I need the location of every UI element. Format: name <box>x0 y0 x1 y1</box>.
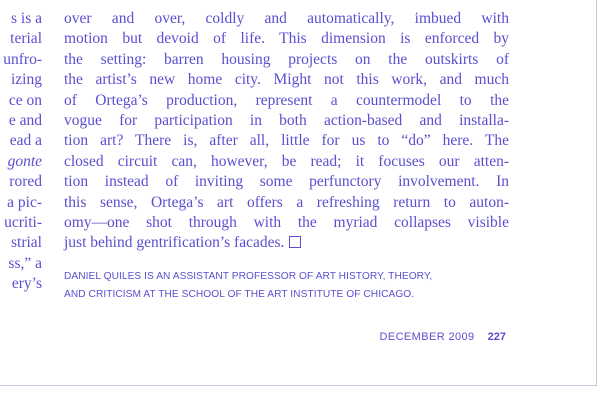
left-column-line: gonte <box>7 152 42 170</box>
article-body-column <box>64 9 509 254</box>
left-column-line: izing <box>11 71 42 89</box>
article-line: closed circuit can, however, be read; it focuses our atten- <box>64 152 509 170</box>
page-edge-right <box>596 0 597 385</box>
left-column-line: unfro- <box>3 50 42 68</box>
left-column-line: rored <box>9 173 42 191</box>
article-line: the artist’s new home city. Might not this work, and much <box>64 71 509 89</box>
article-line: tion instead of inviting some perfunctory involvement. In <box>64 173 509 191</box>
left-column-line: ss,” a <box>8 254 42 272</box>
article-line-text: just behind gentrification’s facades. <box>64 234 285 252</box>
article-line: this sense, Ortega’s art offers a refreshing return to auton- <box>64 193 509 211</box>
left-column-line: e and <box>8 111 42 129</box>
article-line: the setting: barren housing projects on the outskirts of <box>64 50 509 68</box>
issue-date: DECEMBER 2009 <box>379 331 475 343</box>
article-line: motion but devoid of life. This dimension is enforced by <box>64 30 509 48</box>
left-column-line: ucriti- <box>4 213 42 231</box>
author-bio-line: DANIEL QUILES IS AN ASSISTANT PROFESSOR OF ART HISTORY, THEORY, <box>64 271 433 282</box>
page-number: 227 <box>487 331 506 343</box>
left-column-line: s is a <box>11 10 42 27</box>
left-column-cropped-text <box>0 9 42 294</box>
page-footer <box>380 331 507 343</box>
left-column-line: strial <box>11 234 42 252</box>
left-column-line: a pic- <box>7 193 42 211</box>
article-final-line <box>64 233 509 253</box>
article-line: of Ortega’s production, represent a countermodel to the <box>64 91 509 109</box>
article-line: over and over, coldly and automatically, imbued with <box>64 10 509 27</box>
page-edge-bottom <box>0 385 597 386</box>
author-bio-line: AND CRITICISM AT THE SCHOOL OF THE ART INSTITUTE OF CHICAGO. <box>64 288 415 300</box>
article-line: tion art? There is, after all, little for us to “do” here. The <box>64 132 509 150</box>
left-column-line: ead a <box>9 132 42 150</box>
article-line: vogue for participation in both action-based and installa- <box>64 111 509 129</box>
left-column-line: ery’s <box>11 275 42 293</box>
left-column-line: ce on <box>8 91 42 109</box>
end-of-article-square-icon <box>289 236 301 248</box>
left-column-line: terial <box>10 30 42 48</box>
article-line: omy—one shot through with the myriad collapses visible <box>64 213 509 231</box>
author-bio <box>64 268 509 303</box>
